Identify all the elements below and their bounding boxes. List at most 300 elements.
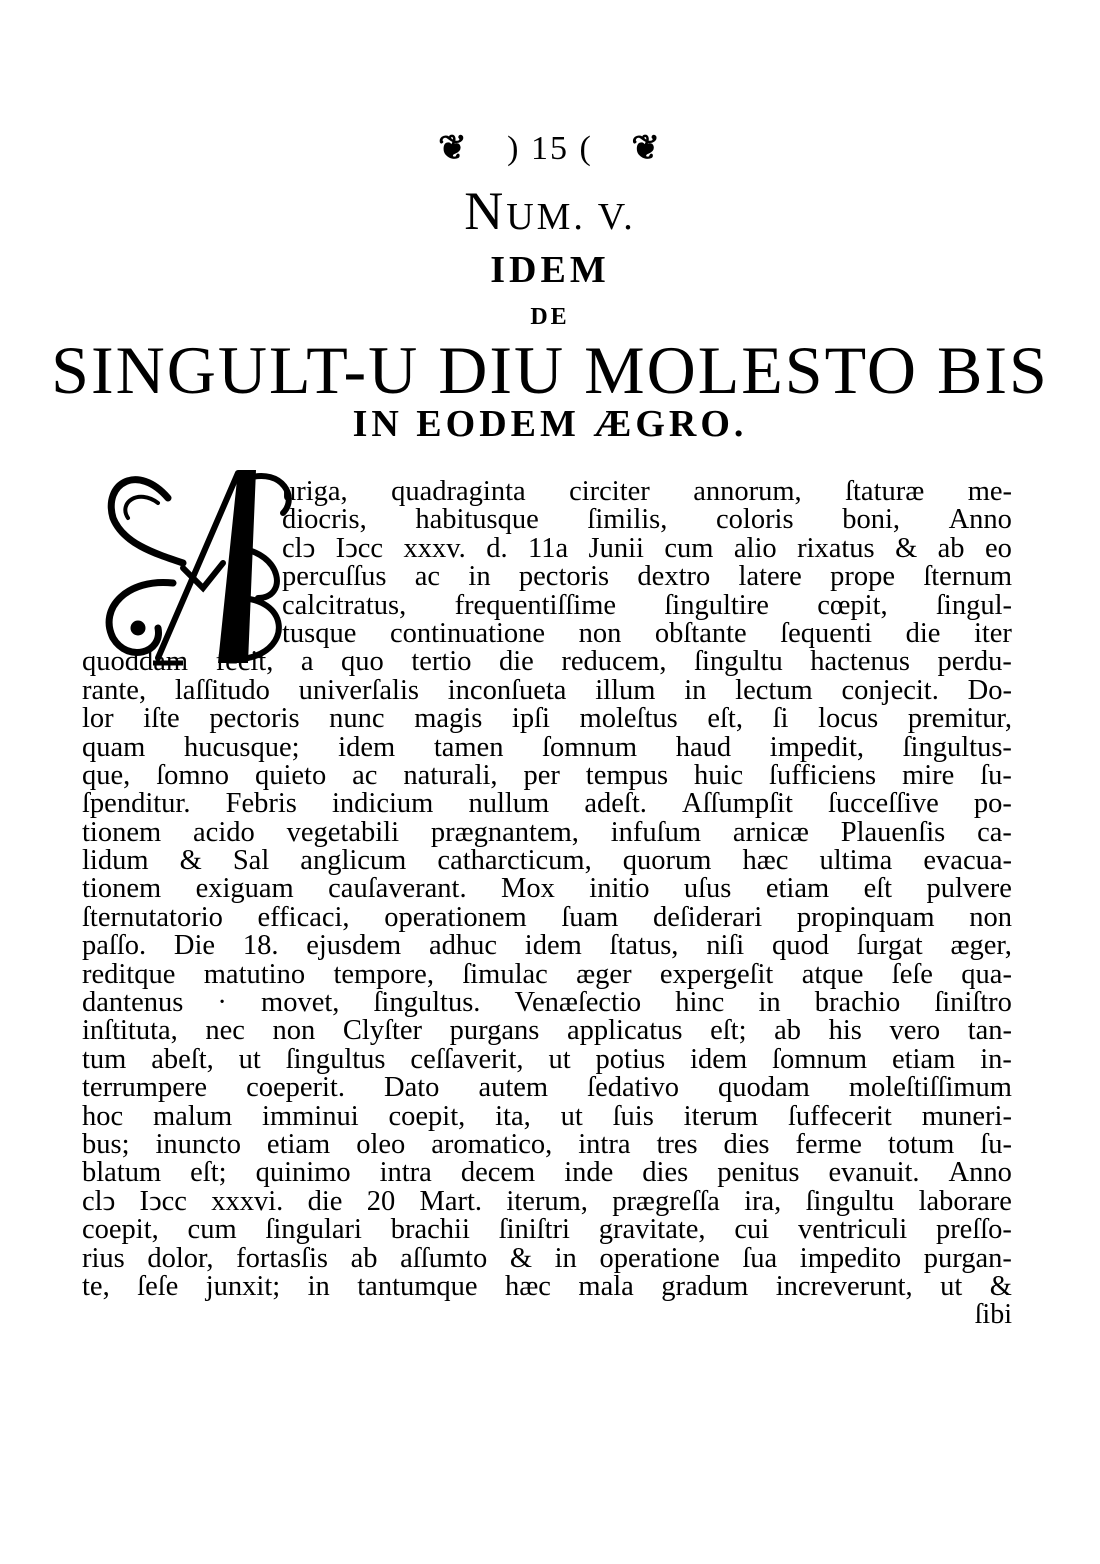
word: ferme xyxy=(795,1128,862,1160)
word: malum xyxy=(153,1100,233,1132)
word: ſuam xyxy=(561,901,619,933)
word: haud xyxy=(675,731,732,763)
word: hæc xyxy=(742,845,789,877)
word: eſt; xyxy=(710,1015,747,1047)
word: boni, xyxy=(842,504,900,536)
word: cauſaverant. xyxy=(328,873,467,905)
word: imminui xyxy=(262,1100,359,1132)
word: obſtante xyxy=(654,617,747,649)
word: ſingultire xyxy=(664,589,769,621)
word: Do- xyxy=(967,674,1012,706)
word: moleſtus xyxy=(579,703,678,735)
word: reducem, xyxy=(561,646,667,678)
word: Iↄcc xyxy=(335,532,384,564)
word: potius xyxy=(595,1043,666,1075)
word: ſternutatorio xyxy=(82,901,223,933)
word: efficaci, xyxy=(257,901,350,933)
word: per xyxy=(523,759,560,791)
word: 11a xyxy=(528,532,569,564)
word: moleſtiſſimum xyxy=(848,1072,1012,1104)
fleuron-left-icon: ❦ xyxy=(438,128,469,168)
text-line xyxy=(82,1216,1012,1244)
word: te, xyxy=(82,1270,110,1302)
word: junxit; xyxy=(205,1270,281,1302)
word: hæc xyxy=(505,1270,551,1302)
word: eſt xyxy=(863,873,893,905)
word: ac xyxy=(414,561,441,593)
word: hinc xyxy=(675,987,725,1019)
word: ventriculi xyxy=(797,1214,908,1246)
word: Mart. xyxy=(419,1185,483,1217)
word: brachio xyxy=(814,987,901,1019)
word: brachii xyxy=(390,1214,470,1246)
word: ipſi xyxy=(511,703,550,735)
text-line xyxy=(82,901,1012,933)
word: increverunt, xyxy=(775,1270,913,1302)
word: Junii xyxy=(588,532,644,564)
word: prægnantem, xyxy=(430,816,579,848)
word: xxxvi. xyxy=(211,1185,284,1217)
text-line xyxy=(82,1159,1012,1187)
word: preſſo- xyxy=(935,1214,1012,1246)
word: xxxv. xyxy=(403,532,466,564)
word: totum xyxy=(887,1128,955,1160)
word: ſedativo xyxy=(587,1072,679,1104)
word: tionem xyxy=(82,816,162,848)
text-line xyxy=(282,563,1012,591)
word: inde xyxy=(564,1157,614,1189)
word: quieto xyxy=(254,759,327,791)
word: ira, xyxy=(744,1185,782,1217)
word: nec xyxy=(205,1015,245,1047)
word: nullum xyxy=(468,788,550,820)
word: aſſumto xyxy=(400,1242,488,1274)
word: ſingulari xyxy=(265,1214,362,1246)
word: Anno xyxy=(948,504,1012,536)
word: tempore, xyxy=(333,958,434,990)
text-line xyxy=(82,932,1012,960)
body-paragraph xyxy=(82,478,1012,1329)
word: naturali, xyxy=(403,759,498,791)
word: quodam xyxy=(718,1072,810,1104)
word: locus xyxy=(818,703,879,735)
word: calcitratus, xyxy=(282,589,407,621)
text-line xyxy=(82,1074,1012,1102)
word: ab xyxy=(774,1015,801,1047)
word: acido xyxy=(193,816,255,848)
running-head xyxy=(0,128,1100,168)
word: clↄ xyxy=(282,532,316,564)
word: infuſum xyxy=(610,816,702,848)
word: lor xyxy=(82,703,114,735)
word: adhuc xyxy=(428,930,498,962)
word: annorum, xyxy=(693,476,802,507)
word: ab xyxy=(937,532,965,564)
word: muneri- xyxy=(921,1100,1012,1132)
word: propinquam xyxy=(796,901,935,933)
word: tantumque xyxy=(357,1270,478,1302)
word: dies xyxy=(723,1128,770,1160)
word: ceſſaverit, xyxy=(410,1043,524,1075)
word: intra xyxy=(578,1128,631,1160)
word: que, xyxy=(82,759,131,791)
word: æger xyxy=(576,958,632,990)
word: & xyxy=(989,1270,1012,1302)
word: intra xyxy=(379,1157,432,1189)
word: iterum xyxy=(683,1100,759,1132)
word: Plauenſis xyxy=(840,816,946,848)
word: ita, xyxy=(495,1100,531,1132)
word: perdu- xyxy=(937,646,1012,678)
word: quorum xyxy=(622,845,712,877)
word: gradum xyxy=(661,1270,749,1302)
word: & xyxy=(895,532,918,564)
word: premitur, xyxy=(907,703,1012,735)
word: quadraginta xyxy=(391,476,526,507)
text-line xyxy=(282,589,1012,621)
word: hoc xyxy=(82,1100,124,1132)
text-line xyxy=(82,731,1012,763)
page-subtitle: IN EODEM ÆGRO. xyxy=(352,403,748,445)
word: quinimo xyxy=(255,1157,351,1189)
word: ſingultus. xyxy=(373,987,481,1019)
word: coepit, xyxy=(82,1214,159,1246)
word: ut xyxy=(238,1043,261,1075)
word: Die xyxy=(173,930,216,962)
word: Dato xyxy=(384,1072,440,1104)
word: etiam xyxy=(891,1043,956,1075)
word: inconſueta xyxy=(447,674,567,706)
word: conjecit. xyxy=(841,674,939,706)
text-line xyxy=(82,875,1012,903)
word: tionem xyxy=(82,873,162,905)
word: cum xyxy=(664,532,714,564)
word: fecit, xyxy=(215,646,274,678)
word: die xyxy=(498,646,534,678)
word: bus; xyxy=(82,1128,130,1160)
text-line xyxy=(82,847,1012,875)
text-line xyxy=(82,1270,1012,1302)
word: ſeſe xyxy=(137,1270,179,1302)
word: ſingultu xyxy=(694,646,783,678)
word: cui xyxy=(734,1214,770,1246)
word: qua- xyxy=(961,958,1012,990)
word: tan- xyxy=(967,1015,1012,1047)
word: dextro xyxy=(637,561,711,593)
word: iterum, xyxy=(506,1185,588,1217)
word: me- xyxy=(967,476,1012,507)
word: evacua- xyxy=(923,845,1012,877)
word: coeperit. xyxy=(246,1072,345,1104)
word: ſi xyxy=(772,703,789,735)
word: Sal xyxy=(232,845,270,877)
word: uriga, xyxy=(282,476,348,507)
word: decem xyxy=(460,1157,536,1189)
word: ſtatus, xyxy=(609,930,679,962)
word: lidum xyxy=(82,845,149,877)
word: iter xyxy=(973,617,1012,649)
word: initio xyxy=(589,873,650,905)
text-line xyxy=(82,790,1012,818)
word: impedit, xyxy=(769,731,864,763)
word: ſiniſtro xyxy=(934,987,1012,1019)
word: ejusdem xyxy=(306,930,402,962)
word: ſomnum xyxy=(772,1043,868,1075)
word: ſurgat xyxy=(856,930,923,962)
word: rius xyxy=(82,1242,125,1274)
word: etiam xyxy=(266,1128,331,1160)
word: tum xyxy=(82,1043,127,1075)
word: abeſt, xyxy=(151,1043,214,1075)
word: die xyxy=(307,1185,343,1217)
word: mire xyxy=(902,759,955,791)
word: anglicum xyxy=(300,845,407,877)
word: operationem xyxy=(384,901,527,933)
word: rante, xyxy=(82,674,147,706)
word: cum xyxy=(187,1214,237,1246)
text-line xyxy=(82,759,1012,791)
word: huic xyxy=(694,759,744,791)
word: tempus xyxy=(585,759,669,791)
word: tertio xyxy=(411,646,472,678)
word: ſtaturæ xyxy=(845,476,925,507)
word: ſpenditur. xyxy=(82,788,191,820)
word: ſucceſſive xyxy=(828,788,939,820)
text-line xyxy=(82,648,1012,676)
word: ſufficiens xyxy=(769,759,877,791)
word: Aſſumpſit xyxy=(682,788,793,820)
word: in xyxy=(684,674,707,706)
word: quoddam xyxy=(82,646,189,678)
word: oleo xyxy=(356,1128,406,1160)
word: ab xyxy=(350,1242,378,1274)
word: idem xyxy=(338,731,396,763)
word: latere xyxy=(738,561,802,593)
word: ſua xyxy=(742,1242,778,1274)
word: habitusque xyxy=(415,504,539,536)
word: aromatico, xyxy=(431,1128,553,1160)
text-line xyxy=(82,705,1012,733)
word: rixatus xyxy=(797,532,875,564)
word: etiam xyxy=(765,873,830,905)
word: ſu- xyxy=(980,1128,1012,1160)
word: ſimilis, xyxy=(587,504,668,536)
word: diocris, xyxy=(282,504,367,536)
word: ſequenti xyxy=(780,617,873,649)
word: exiguam xyxy=(195,873,294,905)
word: dies xyxy=(642,1157,689,1189)
text-line xyxy=(82,674,1012,706)
text-line xyxy=(82,958,1012,990)
section-number-rest: UM. V. xyxy=(506,196,636,238)
word: die xyxy=(905,617,941,649)
word: illum xyxy=(595,674,656,706)
word: coepit, xyxy=(388,1100,466,1132)
text-line xyxy=(82,1128,1012,1160)
word: hactenus xyxy=(810,646,910,678)
word: prope xyxy=(830,561,896,593)
word: quod xyxy=(771,930,829,962)
word: ſiniſtri xyxy=(498,1214,570,1246)
word: pulvere xyxy=(926,873,1012,905)
word: eſt; xyxy=(190,1157,227,1189)
text-line xyxy=(82,989,1012,1017)
page-number: ) 15 ( xyxy=(507,130,593,167)
word: vegetabili xyxy=(286,816,399,848)
word: clↄ xyxy=(82,1185,116,1217)
word: ac xyxy=(352,759,378,791)
word: ſomno xyxy=(156,759,230,791)
word: Iↄcc xyxy=(139,1185,187,1217)
word: his xyxy=(828,1015,862,1047)
word: non xyxy=(969,901,1012,933)
word: arnicæ xyxy=(732,816,809,848)
word: atque xyxy=(801,958,864,990)
word: penitus xyxy=(717,1157,800,1189)
word: Clyſter xyxy=(342,1015,423,1047)
word: tusque xyxy=(282,617,357,649)
text-line xyxy=(82,1100,1012,1132)
text-line xyxy=(82,816,1012,848)
word: indicium xyxy=(331,788,434,820)
word: alio xyxy=(733,532,777,564)
word: ſeſe xyxy=(891,958,933,990)
heading-idem: IDEM xyxy=(490,249,610,291)
text-line xyxy=(282,506,1012,534)
word: continuatione xyxy=(389,617,546,649)
word: dolor, xyxy=(147,1242,214,1274)
word: frequentiſſime xyxy=(454,589,617,621)
word: reditque xyxy=(82,958,176,990)
word: in xyxy=(758,987,781,1019)
word: ſuffecerit xyxy=(787,1100,892,1132)
word: ſingul- xyxy=(936,589,1012,621)
word: univerſalis xyxy=(298,674,419,706)
word: coloris xyxy=(716,504,794,536)
word: ſternum xyxy=(923,561,1012,593)
word: gravitate, xyxy=(598,1214,706,1246)
word: in xyxy=(468,561,491,593)
text-line xyxy=(82,1043,1012,1075)
word: paſſo. xyxy=(82,930,147,962)
word: pectoris xyxy=(518,561,610,593)
fleuron-right-icon: ❦ xyxy=(631,128,662,168)
word: non xyxy=(272,1015,316,1047)
word: magis xyxy=(414,703,483,735)
word: in xyxy=(307,1270,330,1302)
word: mala xyxy=(578,1270,634,1302)
word: pectoris xyxy=(209,703,300,735)
word: catharcticum, xyxy=(437,845,592,877)
word: · xyxy=(217,987,227,1019)
word: deſiderari xyxy=(652,901,763,933)
word: po- xyxy=(973,788,1012,820)
text-line xyxy=(82,1185,1012,1217)
word: applicatus xyxy=(566,1015,683,1047)
word: vero xyxy=(889,1015,941,1047)
word: autem xyxy=(478,1072,549,1104)
word: laſſitudo xyxy=(174,674,270,706)
word: quo xyxy=(341,646,384,678)
word: 20 xyxy=(366,1185,396,1217)
section-number-initial: N xyxy=(464,181,507,241)
word: Febris xyxy=(225,788,297,820)
word: movet, xyxy=(261,987,340,1019)
word: prægreſſa xyxy=(612,1185,720,1217)
word: idem xyxy=(690,1043,748,1075)
word: fortasſis xyxy=(236,1242,328,1274)
text-line xyxy=(282,617,1012,649)
word: inſtituta, xyxy=(82,1015,178,1047)
word: percuſſus xyxy=(282,561,387,593)
word: ut xyxy=(548,1043,571,1075)
word: idem xyxy=(524,930,582,962)
section-number xyxy=(0,180,1100,242)
word: ut xyxy=(560,1100,583,1132)
word: lectum xyxy=(735,674,813,706)
word: ca- xyxy=(977,816,1012,848)
word: purgans xyxy=(449,1015,540,1047)
word: a xyxy=(300,646,314,678)
word: expergeſit xyxy=(659,958,774,990)
word: eſt, xyxy=(707,703,743,735)
word: quam xyxy=(82,731,146,763)
page-title: SINGULT-U DIU MOLESTO BIS xyxy=(51,332,1049,408)
word: laborare xyxy=(918,1185,1012,1217)
word: adeſt. xyxy=(584,788,647,820)
word: purgan- xyxy=(923,1242,1012,1274)
word: æger, xyxy=(950,930,1012,962)
word: hucusque; xyxy=(183,731,300,763)
word: ſingultus xyxy=(285,1043,386,1075)
text-line xyxy=(282,478,1012,506)
word: non xyxy=(578,617,622,649)
word: terrumpere xyxy=(82,1072,208,1104)
word: ſomnum xyxy=(542,731,638,763)
word: circiter xyxy=(569,476,650,507)
word: ſuis xyxy=(612,1100,654,1132)
word: ſu- xyxy=(980,759,1012,791)
text-line xyxy=(82,1017,1012,1045)
word: Anno xyxy=(948,1157,1012,1189)
word: ſimulac xyxy=(462,958,548,990)
word: dantenus xyxy=(82,987,184,1019)
heading-de: DE xyxy=(530,304,570,330)
word: tamen xyxy=(433,731,504,763)
word: uſus xyxy=(683,873,732,905)
word: d. xyxy=(486,532,508,564)
word: ſingultu xyxy=(805,1185,895,1217)
word: matutino xyxy=(203,958,306,990)
word: nunc xyxy=(329,703,385,735)
word: ut xyxy=(940,1270,963,1302)
text-line xyxy=(82,1242,1012,1274)
word: blatum xyxy=(82,1157,162,1189)
word: ultima xyxy=(819,845,893,877)
word: ſingultus- xyxy=(902,731,1012,763)
word: cœpit, xyxy=(817,589,888,621)
word: operatione xyxy=(599,1242,720,1274)
word: & xyxy=(179,845,202,877)
word: impedito xyxy=(799,1242,902,1274)
word: niſi xyxy=(706,930,745,962)
word: eo xyxy=(984,532,1012,564)
catchword: ſibi xyxy=(974,1299,1012,1331)
word: & xyxy=(509,1242,533,1274)
word: 18. xyxy=(242,930,279,962)
word: in xyxy=(554,1242,577,1274)
word: tres xyxy=(656,1128,698,1160)
